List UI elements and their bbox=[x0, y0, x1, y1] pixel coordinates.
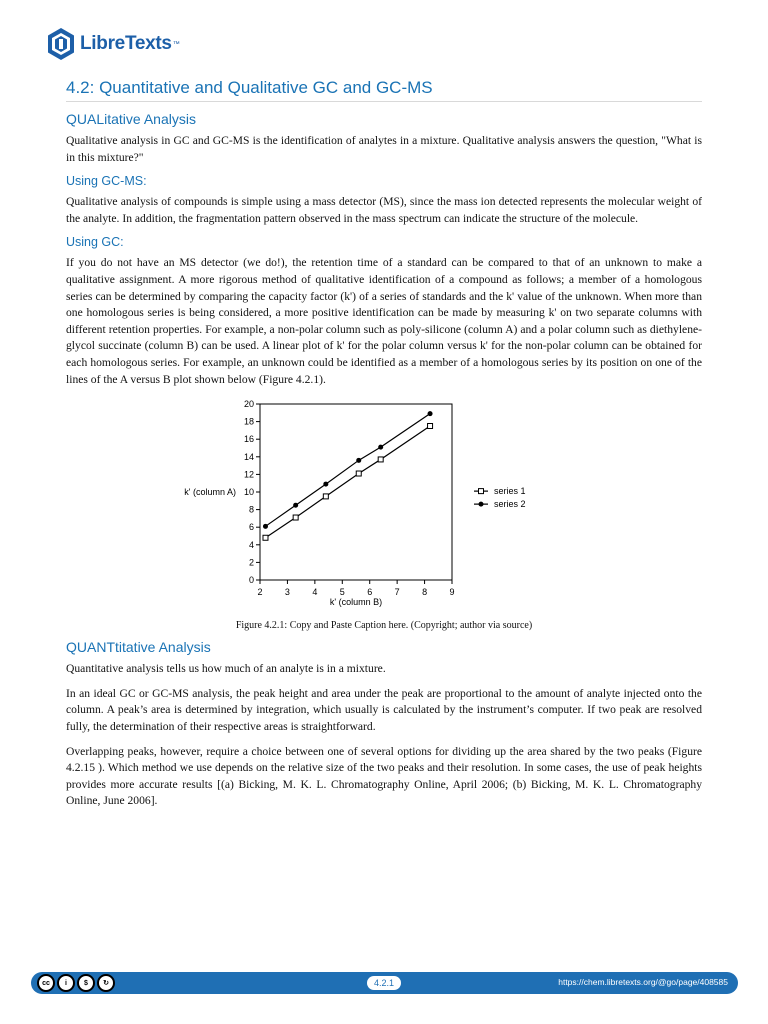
paragraph-gcms: Qualitative analysis of compounds is simple using a mass detector (MS), since the mass ion detected represents the molecular weight of the analyte. In addition, the fragmentation pattern observed in the mass spectrum can indicate the structure of the molecule. bbox=[66, 195, 702, 225]
libretexts-logo-icon bbox=[46, 27, 76, 61]
x-tick-label: 9 bbox=[449, 587, 455, 598]
by-icon: i bbox=[57, 974, 75, 992]
heading-using-gcms: Using GC-MS: bbox=[66, 174, 147, 189]
figure-caption: Figure 4.2.1: Copy and Paste Caption here. (Copyright; author via source) bbox=[235, 620, 533, 632]
y-tick-label: 14 bbox=[243, 451, 254, 462]
legend-marker-1 bbox=[479, 489, 484, 494]
legend-label-1: series 1 bbox=[494, 486, 526, 497]
paragraph-qualitative: Qualitative analysis in GC and GC-MS is the identification of analytes in a mixture. Qualitative analysis answers the question, "What is in this mixture?" bbox=[66, 134, 702, 164]
heading-quantitative: QUANTtitative Analysis bbox=[66, 639, 211, 656]
paragraph-quantitative-1: Quantitative analysis tells us how much of an analyte is in a mixture. bbox=[66, 662, 386, 676]
heading-qualitative: QUALitative Analysis bbox=[66, 111, 196, 127]
x-tick-label: 2 bbox=[257, 587, 263, 598]
series-2-point bbox=[263, 524, 268, 529]
y-tick-label: 10 bbox=[243, 487, 254, 498]
y-tick-label: 16 bbox=[243, 434, 254, 445]
logo-text: LibreTexts bbox=[80, 33, 172, 54]
y-tick-label: 2 bbox=[248, 557, 254, 568]
series-2-point bbox=[356, 458, 361, 463]
y-tick-label: 4 bbox=[248, 539, 254, 550]
y-axis-label: k' (column A) bbox=[184, 487, 236, 498]
y-tick-label: 8 bbox=[248, 504, 254, 515]
series-2-point bbox=[428, 411, 433, 416]
x-tick-label: 7 bbox=[394, 587, 400, 598]
k-prime-chart bbox=[184, 396, 574, 618]
paragraph-quantitative-2: In an ideal GC or GC-MS analysis, the peak height and area under the peak are proportional to the amount of analyte injected onto the column. A peak’s area is determined by integration, which usually is calculated by the instrument’s computer. If two peak are resolved fully, the determination of their respective areas is straightforward. bbox=[66, 686, 702, 733]
y-tick-label: 20 bbox=[243, 399, 254, 410]
page-number: 4.2.1 bbox=[367, 976, 401, 990]
series-2-line bbox=[265, 414, 430, 527]
series-1-point bbox=[356, 471, 361, 476]
x-tick-label: 3 bbox=[284, 587, 290, 598]
y-tick-label: 18 bbox=[243, 416, 254, 427]
series-1-point bbox=[428, 424, 433, 429]
figure-4-2-1 bbox=[66, 396, 702, 631]
x-tick-label: 8 bbox=[422, 587, 428, 598]
paragraph-quantitative-3: Overlapping peaks, however, require a choice between one of several options for dividing up the area shared by the two peaks (Figure 4.2.15 ). Which method we use depends on the relative size of the two peaks and their resolution. In some cases, the use of peak heights provides more accurate results [(a) Bicking, M. K. L. Chromatography Online, April 2006; (b) Bicking, M. K. L. Chromatography Online, June 2006]. bbox=[66, 744, 702, 808]
series-1-point bbox=[293, 515, 298, 520]
libretexts-logo[interactable] bbox=[46, 27, 180, 61]
series-1-line bbox=[265, 426, 430, 538]
legend-marker-2 bbox=[479, 502, 484, 507]
cc-icon: cc bbox=[37, 974, 55, 992]
series-2-point bbox=[323, 482, 328, 487]
y-tick-label: 12 bbox=[243, 469, 254, 480]
y-tick-label: 0 bbox=[248, 575, 254, 586]
x-tick-label: 6 bbox=[367, 587, 373, 598]
heading-using-gc: Using GC: bbox=[66, 235, 124, 250]
series-2-point bbox=[293, 503, 298, 508]
x-axis-label: k' (column B) bbox=[329, 597, 383, 608]
x-tick-label: 4 bbox=[312, 587, 318, 598]
page-url[interactable]: https://chem.libretexts.org/@go/page/408585 bbox=[558, 977, 728, 987]
series-1-point bbox=[263, 535, 268, 540]
logo-trademark: ™ bbox=[172, 40, 180, 48]
series-2-point bbox=[378, 445, 383, 450]
paragraph-gc: If you do not have an MS detector (we do!), the retention time of a standard can be compared to that of an unknown to make a qualitative assignment. A more rigorous method of qualitative identification of a compound as follows; a member of a homologous series can be determined by comparing the capacity factor (k') of a series of standards and the k' value of the unknown. When more than one homologous series is being considered, a more positive identification can be made by measuring k' on two separate columns with different retention properties. For example, a non-polar column such as poly-silicone (column A) and a polar column such as diethylene-glycol succinate (column B) can be used. A linear plot of k' for the polar column versus k' for the non-polar column can be obtained for each homologous series. For example, an unknown could be identified as a member of a homologous series by its position on one of the lines of the A versus B plot shown below (Figure 4.2.1). bbox=[66, 256, 702, 386]
nc-icon: $ bbox=[77, 974, 95, 992]
series-1-point bbox=[378, 457, 383, 462]
page-title: 4.2: Quantitative and Qualitative GC and GC-MS bbox=[66, 78, 702, 102]
page-content bbox=[66, 78, 702, 818]
page-footer bbox=[31, 972, 738, 994]
y-tick-label: 6 bbox=[248, 522, 254, 533]
series-1-point bbox=[323, 494, 328, 499]
sa-icon: ↻ bbox=[97, 974, 115, 992]
x-tick-label: 5 bbox=[339, 587, 345, 598]
legend-label-2: series 2 bbox=[494, 499, 526, 510]
license-badges[interactable] bbox=[37, 974, 117, 992]
